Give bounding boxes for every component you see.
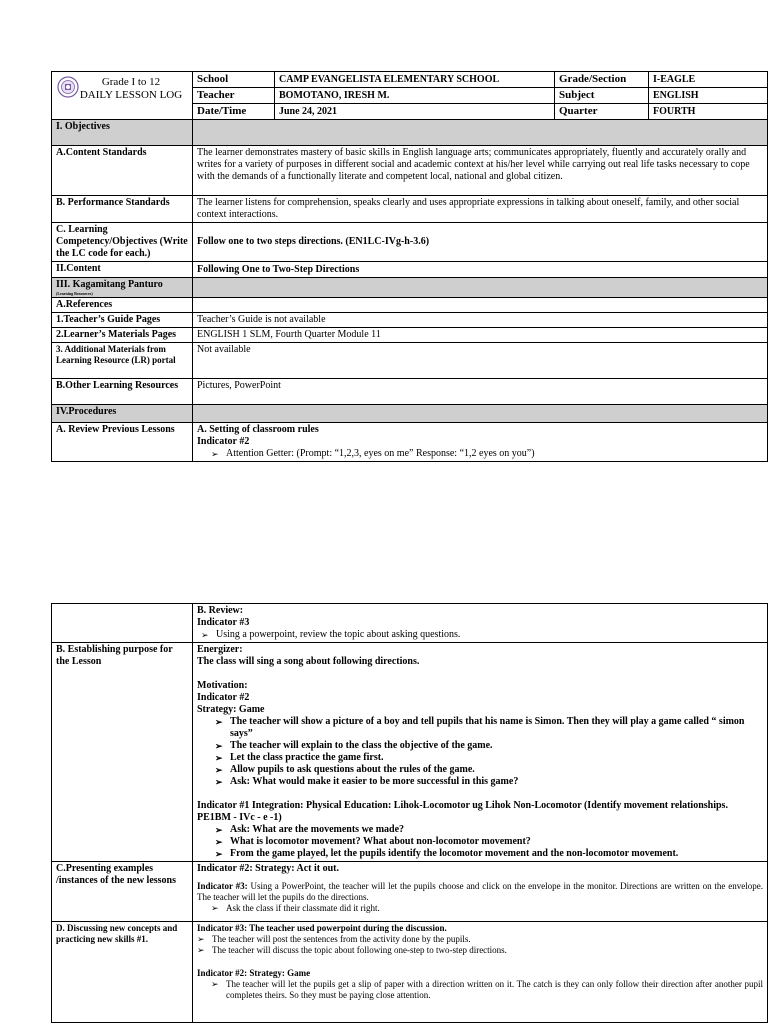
content-text: Following One to Two-Step Directions [193, 262, 768, 278]
teachers-guide-label: 1.Teacher’s Guide Pages [52, 313, 193, 328]
other-resources-label: B.Other Learning Resources [52, 379, 193, 405]
strategy-game-2-label: Indicator #2: Strategy: Game [197, 968, 311, 978]
quarter-value: FOURTH [649, 104, 768, 120]
integration-text: Indicator #1 Integration: Physical Education: Lihok-Locomotor ug Lihok Non-Locomotor (Identify movement relationships. PE1BM - IVc - e -1) [197, 800, 728, 823]
integration-item-text: Ask: What are the movements we made? [230, 824, 405, 835]
ask-class-text: Ask the class if their classmate did it right. [226, 903, 380, 913]
gradesection-value: I-EAGLE [649, 72, 768, 88]
list-item [211, 448, 763, 460]
dll-title-line1: Grade I to 12 [101, 76, 161, 88]
other-resources-text: Pictures, PowerPoint [193, 379, 768, 405]
list-item [215, 848, 763, 860]
ppt-discussion-text: Indicator #3: The teacher used powerpoint during the discussion. [197, 923, 447, 933]
procedures-blank [193, 405, 768, 423]
arrow-bullet-icon: ➢ [211, 449, 219, 459]
list-item [215, 836, 763, 848]
review-item-text: Using a powerpoint, review the topic about asking questions. [216, 629, 461, 640]
establishing-purpose-label: B. Establishing purpose for the Lesson [52, 643, 193, 862]
establishing-purpose-content [193, 643, 768, 862]
list-item [211, 903, 763, 914]
indicator2-label: Indicator #2 [197, 692, 250, 703]
act-it-out-label: Indicator #2: Strategy: Act it out. [197, 863, 340, 874]
content-standards-text: The learner demonstrates mastery of basic skills in English language arts; communicates appropriately, fluently and accurately orally and writes for a variety of purposes in different social and academic context at his/her level while carrying out real life tasks necessary to cope with the demands of a functionally literate and competent local, national and global citizen. [193, 146, 768, 196]
review-heading: B. Review: [197, 605, 244, 616]
additional-materials-label: 3. Additional Materials from Learning Resource (LR) portal [52, 343, 193, 379]
learning-competency-label: C. Learning Competency/Objectives (Write the LC code for each.) [52, 223, 193, 262]
list-item [215, 740, 763, 752]
attention-getter-text: Attention Getter: (Prompt: “1,2,3, eyes on me” Response: “1,2 eyes on you”) [226, 448, 535, 459]
additional-materials-text: Not available [193, 343, 768, 379]
indicator3-inline-text: Using a PowerPoint, the teacher will let the pupils choose and click on the envelope in the monitor. Directions are written on the envelope. The teacher will let the pupils do the directions. [197, 881, 763, 902]
lesson-log-table-page2 [51, 603, 768, 1023]
presenting-examples-content [193, 862, 768, 922]
indicator3-inline-label: Indicator #3: [197, 881, 248, 891]
arrow-bullet-icon: ➢ [197, 934, 205, 944]
content-label: II.Content [52, 262, 193, 278]
indicator2-label: Indicator #2 [197, 436, 250, 447]
arrow-bullet-icon: ➢ [201, 630, 209, 640]
performance-standards-text: The learner listens for comprehension, speaks clearly and uses appropriate expressions in talking about oneself, family, and other social context interactions. [193, 196, 768, 223]
energizer-heading: Energizer: [197, 644, 243, 655]
teachers-guide-text: Teacher’s Guide is not available [193, 313, 768, 328]
indicator3-label: Indicator #3 [197, 617, 250, 628]
arrow-bullet-icon: ➢ [211, 903, 219, 913]
arrow-bullet-icon: ➢ [215, 753, 223, 763]
learning-competency-text: Follow one to two steps directions. (EN1LC-IVg-h-3.6) [193, 223, 768, 262]
game-item-text: Let the class practice the game first. [230, 752, 384, 763]
content-standards-label: A.Content Standards [52, 146, 193, 196]
objectives-blank [193, 120, 768, 146]
quarter-label: Quarter [555, 104, 649, 120]
date-value: June 24, 2021 [275, 104, 555, 120]
arrow-bullet-icon: ➢ [215, 777, 223, 787]
teacher-value: BOMOTANO, IRESH M. [275, 88, 555, 104]
motivation-heading: Motivation: [197, 680, 248, 691]
list-item [197, 945, 763, 956]
list-item [197, 934, 763, 945]
review-lessons-label: A. Review Previous Lessons [52, 423, 193, 462]
arrow-bullet-icon: ➢ [215, 825, 223, 835]
presenting-examples-label: C.Presenting examples /instances of the new lessons [52, 862, 193, 922]
arrow-bullet-icon: ➢ [215, 717, 223, 727]
gradesection-label: Grade/Section [555, 72, 649, 88]
integration-item-text: From the game played, let the pupils identify the locomotor movement and the non-locomotor movement. [230, 848, 679, 859]
teacher-label: Teacher [193, 88, 275, 104]
lesson-log-table-page1 [51, 71, 768, 462]
review-blank-label [52, 604, 193, 643]
review-lessons-content [193, 423, 768, 462]
learners-materials-label: 2.Learner’s Materials Pages [52, 328, 193, 343]
deped-seal-icon [57, 76, 79, 98]
discussing-concepts-label: D. Discussing new concepts and practicing new skills #1. [52, 922, 193, 1023]
kagamitang-heading [52, 278, 193, 298]
strategy-game-label: Strategy: Game [197, 704, 265, 715]
procedures-heading: IV.Procedures [52, 405, 193, 423]
game-item-text: The teacher will show a picture of a boy and tell pupils that his name is Simon. Then they will play a game called “ simon says” [230, 716, 745, 739]
arrow-bullet-icon: ➢ [215, 741, 223, 751]
dll-title-line2: DAILY LESSON LOG [79, 89, 183, 101]
game-item-text: Allow pupils to ask questions about the rules of the game. [230, 764, 475, 775]
references-label: A.References [52, 298, 193, 313]
integration-item-text: What is locomotor movement? What about non-locomotor movement? [230, 836, 531, 847]
discussion-item-text: The teacher will discuss the topic about following one-step to two-step directions. [212, 945, 507, 955]
energizer-text: The class will sing a song about following directions. [197, 656, 420, 667]
objectives-heading: I. Objectives [52, 120, 193, 146]
list-item [211, 979, 763, 1001]
list-item [215, 764, 763, 776]
school-value: CAMP EVANGELISTA ELEMENTARY SCHOOL [275, 72, 555, 88]
slip-text: The teacher will let the pupils get a slip of paper with a direction written on it. The catch is they can only follow their direction after another pupil completes theirs. So they must be paying close attention. [226, 979, 763, 1000]
discussing-concepts-content [193, 922, 768, 1023]
arrow-bullet-icon: ➢ [197, 945, 205, 955]
game-item-text: Ask: What would make it easier to be more successful in this game? [230, 776, 519, 787]
setting-rules: A. Setting of classroom rules [197, 424, 319, 435]
references-blank [193, 298, 768, 313]
arrow-bullet-icon: ➢ [215, 849, 223, 859]
discussion-item-text: The teacher will post the sentences from the activity done by the pupils. [212, 934, 471, 944]
game-item-text: The teacher will explain to the class the objective of the game. [230, 740, 493, 751]
school-label: School [193, 72, 275, 88]
subject-label: Subject [555, 88, 649, 104]
subject-value: ENGLISH [649, 88, 768, 104]
list-item [215, 776, 763, 788]
kagamitang-blank [193, 278, 768, 298]
arrow-bullet-icon: ➢ [215, 765, 223, 775]
list-item [201, 629, 763, 641]
list-item [215, 752, 763, 764]
date-label: Date/Time [193, 104, 275, 120]
arrow-bullet-icon: ➢ [211, 979, 219, 989]
dll-title-cell [52, 72, 193, 120]
list-item [215, 716, 763, 740]
arrow-bullet-icon: ➢ [215, 837, 223, 847]
kagamitang-title: III. Kagamitang Panturo [56, 279, 163, 290]
learning-resources-note: (Learning Resources) [56, 291, 93, 296]
list-item [215, 824, 763, 836]
performance-standards-label: B. Performance Standards [52, 196, 193, 223]
review-content [193, 604, 768, 643]
learners-materials-text: ENGLISH 1 SLM, Fourth Quarter Module 11 [193, 328, 768, 343]
